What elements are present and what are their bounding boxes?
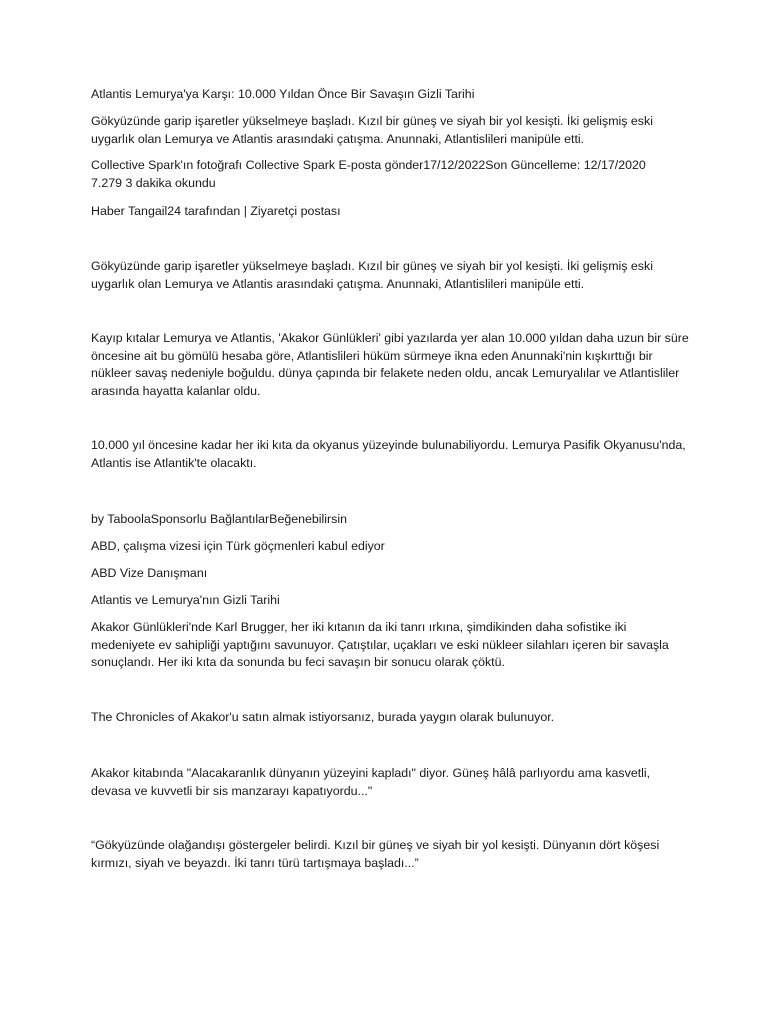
lost-continents-paragraph: Kayıp kıtalar Lemurya ve Atlantis, 'Akakor Günlükleri' gibi yazılarda yer alan 10.000 yıldan daha uzun bir süre öncesine ait bu gömülü hesaba göre, Atlantislileri hüküm sürmeye ikna eden Anunnaki'nin kışkırttığı bir nükleer savaş nedeniyle boğuldu. dünya çapında bir felakete neden oldu, ancak Lemuryalılar ve Atlantisliler arasında hayatta kalanlar oldu.: [91, 331, 689, 398]
article-title: Atlantis Lemurya'ya Karşı: 10.000 Yıldan Önce Bir Savaşın Gizli Tarihi: [91, 87, 475, 101]
sponsored-link-consultant[interactable]: ABD Vize Danışmanı: [91, 566, 208, 580]
sponsored-link-visa[interactable]: ABD, çalışma vizesi için Türk göçmenleri kabul ediyor: [91, 539, 385, 553]
intro-repeat-paragraph: Gökyüzünde garip işaretler yükselmeye başladı. Kızıl bir güneş ve siyah bir yol kesişti. İki gelişmiş eski uygarlık olan Lemurya ve Atlantis arasındaki çatışma. Anunnaki, Atlantislileri manipüle etti.: [91, 259, 653, 291]
intro-paragraph: Gökyüzünde garip işaretler yükselmeye başladı. Kızıl bir güneş ve siyah bir yol kesişti. İki gelişmiş eski uygarlık olan Lemurya ve Atlantis arasındaki çatışma. Anunnaki, Atlantislileri manipüle etti.: [91, 114, 653, 146]
sponsored-header: by TaboolaSponsorlu BağlantılarBeğenebilirsin: [91, 512, 348, 526]
quote-paragraph: “Gökyüzünde olağandışı göstergeler belirdi. Kızıl bir güneş ve siyah bir yol kesişti. Dünyanın dört köşesi kırmızı, siyah ve beyazdı. İki tanrı türü tartışmaya başladı...”: [91, 838, 660, 870]
chronicles-paragraph: The Chronicles of Akakor'u satın almak istiyorsanız, burada yaygın olarak bulunuyor.: [91, 710, 555, 724]
byline: Haber Tangail24 tarafından | Ziyaretçi postası: [91, 204, 341, 218]
section-subheading: Atlantis ve Lemurya'nın Gizli Tarihi: [91, 593, 280, 607]
twilight-paragraph: Akakor kitabında "Alacakaranlık dünyanın yüzeyini kapladı" diyor. Güneş hâlâ parlıyordu ama kasvetli, devasa ve kuvvetli bir sis manzarayı kapatıyordu...": [91, 766, 651, 798]
ocean-paragraph: 10.000 yıl öncesine kadar her iki kıta da okyanus yüzeyinde bulunabiliyordu. Lemurya Pasifik Okyanusu'nda, Atlantis ise Atlantik'te olacaktı.: [91, 438, 686, 470]
brugger-paragraph: Akakor Günlükleri'nde Karl Brugger, her iki kıtanın da iki tanrı ırkına, şimdikinden daha sofistike iki medeniyete ev sahipliği yaptığını savunuyor. Çatıştılar, uçakları ve eski nükleer silahları içeren bir savaşla sonuçlandı. Her iki kıta da sonunda bu feci savaşın bir sonucu olarak çöktü.: [91, 620, 669, 669]
meta-line-readtime: 7.279 3 dakika okundu: [91, 176, 216, 190]
meta-line-author: Collective Spark'ın fotoğrafı Collective Spark E-posta gönder17/12/2022Son Güncelleme: 12/17/2020: [91, 158, 646, 172]
